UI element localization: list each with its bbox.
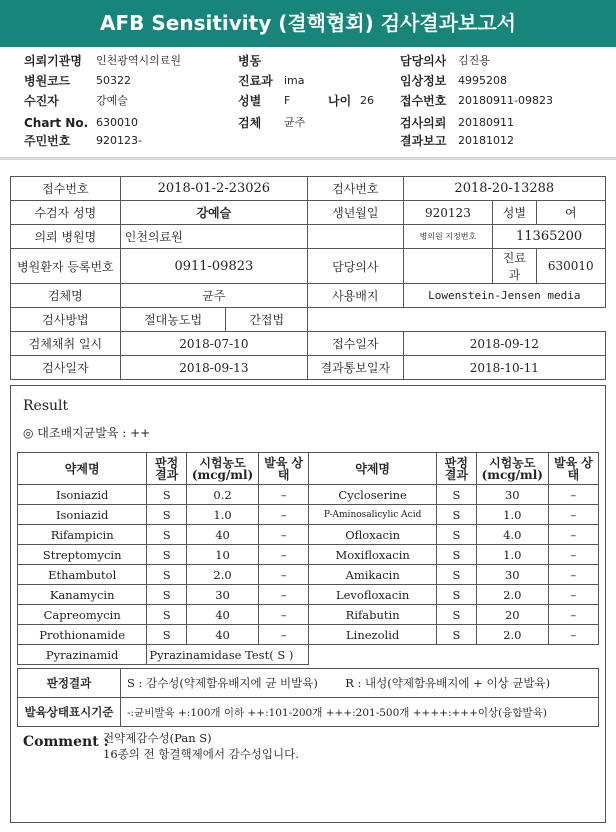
drug-name: Ofloxacin bbox=[309, 525, 437, 545]
concentration: 1.0 bbox=[476, 505, 548, 525]
dept-label: 진료과 bbox=[238, 74, 273, 88]
drug-name: P-Aminosalicylic Acid bbox=[309, 505, 437, 525]
drug-name: Isoniazid bbox=[18, 485, 147, 505]
drug-results-table bbox=[17, 452, 599, 665]
id-label: 주민번호 bbox=[24, 134, 71, 148]
drug-name: Linezolid bbox=[309, 625, 437, 645]
concentration: 1.0 bbox=[186, 505, 258, 525]
result-title: Result bbox=[23, 398, 69, 414]
code-value: 50322 bbox=[96, 74, 131, 87]
drug-name: Capreomycin bbox=[18, 605, 147, 625]
reg-no-value: 0911-09823 bbox=[120, 249, 307, 284]
patient-label: 수진자 bbox=[24, 94, 59, 108]
header-judge: 판정 결과 bbox=[437, 453, 477, 485]
chart-label: Chart No. bbox=[24, 116, 89, 130]
growth-status: – bbox=[548, 605, 598, 625]
table-row bbox=[18, 505, 599, 525]
growth-status: – bbox=[548, 525, 598, 545]
receive-date-value: 2018-09-12 bbox=[403, 332, 605, 356]
test-date-value: 2018-09-13 bbox=[120, 356, 307, 380]
growth-status: – bbox=[259, 485, 309, 505]
growth-status: – bbox=[259, 625, 309, 645]
comment-label: Comment : bbox=[23, 734, 109, 750]
method-value-2: 간접법 bbox=[226, 308, 308, 332]
receipt-label: 접수번호 bbox=[400, 94, 447, 108]
doctor-label: 담당의사 bbox=[307, 249, 403, 284]
pza-drug: Pyrazinamid bbox=[18, 645, 147, 665]
doctor-value: 김진용 bbox=[458, 54, 490, 67]
comment-line-2: 16종의 전 항결핵제에서 감수성입니다. bbox=[103, 747, 299, 761]
report-value: 20181012 bbox=[458, 134, 514, 147]
specimen-value: 균주 bbox=[284, 116, 306, 129]
specimen-label: 검체명 bbox=[11, 284, 121, 308]
sex-label: 성별 bbox=[493, 201, 536, 225]
legend-susceptible: S : 감수성(약제함유배지에 균 비발육) bbox=[127, 676, 318, 690]
specimen-value: 균주 bbox=[120, 284, 307, 308]
header-conc: 시험농도 (mcg/ml) bbox=[186, 453, 258, 485]
collect-date-value: 2018-07-10 bbox=[120, 332, 307, 356]
media-label: 사용배지 bbox=[307, 284, 403, 308]
table-row bbox=[18, 565, 599, 585]
judge-result: S bbox=[147, 485, 187, 505]
drug-name: Cycloserine bbox=[309, 485, 437, 505]
hospital-name-label: 의뢰 병원명 bbox=[11, 225, 121, 249]
receipt-value: 20180911-09823 bbox=[458, 94, 553, 107]
drug-name: Prothionamide bbox=[18, 625, 147, 645]
ward-label: 병동 bbox=[238, 54, 262, 68]
judge-result: S bbox=[147, 625, 187, 645]
hospital-code-value: 11365200 bbox=[493, 225, 606, 249]
legend-judge bbox=[121, 669, 599, 698]
growth-status: – bbox=[548, 545, 598, 565]
growth-status: – bbox=[259, 585, 309, 605]
concentration: 2.0 bbox=[476, 625, 548, 645]
table-row bbox=[18, 525, 599, 545]
request-value: 20180911 bbox=[458, 116, 514, 129]
judge-result: S bbox=[437, 605, 477, 625]
test-no-value: 2018-20-13288 bbox=[403, 177, 605, 201]
hospital-name-value: 인천의료원 bbox=[120, 225, 307, 249]
concentration: 0.2 bbox=[186, 485, 258, 505]
growth-status: – bbox=[548, 585, 598, 605]
chart-value: 630010 bbox=[96, 116, 138, 129]
table-row bbox=[18, 585, 599, 605]
method-value-1: 절대농도법 bbox=[120, 308, 226, 332]
table-row bbox=[18, 545, 599, 565]
header-growth: 발육 상태 bbox=[548, 453, 598, 485]
judge-result: S bbox=[437, 545, 477, 565]
concentration: 40 bbox=[186, 605, 258, 625]
concentration: 20 bbox=[476, 605, 548, 625]
legend-resistant: R : 내성(약제함유배지에 + 이상 균발육) bbox=[345, 676, 551, 690]
growth-status: – bbox=[548, 505, 598, 525]
control-growth: ◎ 대조배지균발육 : ++ bbox=[23, 426, 151, 440]
legend-growth: -:균비발육 +:100개 이하 ++:101-200개 +++:201-500개 ++++:+++이상(융합발육) bbox=[121, 698, 599, 727]
drug-name: Rifabutin bbox=[309, 605, 437, 625]
sex-label: 성별 bbox=[238, 94, 262, 108]
specimen-label: 검체 bbox=[238, 116, 262, 130]
dept-label: 진료과 bbox=[493, 249, 536, 284]
drug-name: Moxifloxacin bbox=[309, 545, 437, 565]
clinical-value: 4995208 bbox=[458, 74, 507, 87]
receipt-no-label: 접수번호 bbox=[11, 177, 121, 201]
header-drug: 약제명 bbox=[309, 453, 437, 485]
growth-status: – bbox=[548, 625, 598, 645]
concentration: 30 bbox=[476, 565, 548, 585]
patient-name-label: 수검자 성명 bbox=[11, 201, 121, 225]
header-growth: 발육 상태 bbox=[259, 453, 309, 485]
judge-result: S bbox=[437, 485, 477, 505]
judge-result: S bbox=[437, 525, 477, 545]
dept-value: 630010 bbox=[536, 249, 606, 284]
concentration: 2.0 bbox=[476, 585, 548, 605]
age-label: 나이 bbox=[328, 94, 352, 108]
test-date-label: 검사일자 bbox=[11, 356, 121, 380]
drug-name: Ethambutol bbox=[18, 565, 147, 585]
doctor-label: 담당의사 bbox=[400, 54, 447, 68]
table-header bbox=[18, 453, 599, 485]
test-no-label: 검사번호 bbox=[307, 177, 403, 201]
legend-judge-label: 판정결과 bbox=[18, 669, 121, 698]
growth-status: – bbox=[548, 485, 598, 505]
judge-result: S bbox=[437, 505, 477, 525]
comment-line-1: 전약제감수성(Pan S) bbox=[103, 731, 212, 745]
drug-name: Kanamycin bbox=[18, 585, 147, 605]
drug-name: Levofloxacin bbox=[309, 585, 437, 605]
drug-name: Isoniazid bbox=[18, 505, 147, 525]
hospital-value: 인천광역시의료원 bbox=[96, 54, 182, 67]
growth-status: – bbox=[259, 565, 309, 585]
judge-result: S bbox=[147, 565, 187, 585]
report-label: 결과보고 bbox=[400, 134, 447, 148]
concentration: 4.0 bbox=[476, 525, 548, 545]
dob-value: 920123 bbox=[403, 201, 493, 225]
notify-date-value: 2018-10-11 bbox=[403, 356, 605, 380]
concentration: 1.0 bbox=[476, 545, 548, 565]
table-row bbox=[18, 625, 599, 645]
header-conc: 시험농도 (mcg/ml) bbox=[476, 453, 548, 485]
reg-no-label: 병원환자 등록번호 bbox=[11, 249, 121, 284]
comment-text bbox=[103, 730, 299, 762]
dept-value: ima bbox=[284, 74, 305, 87]
dob-label: 생년월일 bbox=[307, 201, 403, 225]
scanned-report bbox=[0, 160, 616, 832]
clinical-label: 임상정보 bbox=[400, 74, 447, 88]
patient-info-panel bbox=[0, 47, 616, 157]
table-row bbox=[18, 485, 599, 505]
growth-status: – bbox=[259, 525, 309, 545]
hospital-label: 의뢰기관명 bbox=[24, 54, 82, 68]
request-label: 검사의뢰 bbox=[400, 116, 447, 130]
concentration: 40 bbox=[186, 625, 258, 645]
drug-name: Rifampicin bbox=[18, 525, 147, 545]
header-drug: 약제명 bbox=[18, 453, 147, 485]
drug-name: Amikacin bbox=[309, 565, 437, 585]
growth-status: – bbox=[259, 505, 309, 525]
pyrazinamid-row bbox=[18, 645, 599, 665]
pza-test: Pyrazinamidase Test( S ) bbox=[147, 645, 309, 665]
concentration: 10 bbox=[186, 545, 258, 565]
drug-name: Streptomycin bbox=[18, 545, 147, 565]
concentration: 2.0 bbox=[186, 565, 258, 585]
growth-status: – bbox=[259, 545, 309, 565]
judge-result: S bbox=[437, 585, 477, 605]
header-judge: 판정 결과 bbox=[147, 453, 187, 485]
growth-status: – bbox=[548, 565, 598, 585]
judge-result: S bbox=[147, 585, 187, 605]
sex-value: F bbox=[284, 94, 291, 107]
legend-table bbox=[17, 668, 599, 727]
sex-value: 여 bbox=[536, 201, 606, 225]
table-row bbox=[18, 605, 599, 625]
doctor-value bbox=[403, 249, 493, 284]
id-value: 920123- bbox=[96, 134, 142, 147]
concentration: 30 bbox=[476, 485, 548, 505]
hospital-code-label: 병의원 지정번호 bbox=[403, 225, 493, 249]
receive-date-label: 접수일자 bbox=[307, 332, 403, 356]
request-form-table bbox=[10, 176, 606, 380]
report-title: AFB Sensitivity (결핵협회) 검사결과보고서 bbox=[0, 0, 616, 47]
judge-result: S bbox=[147, 505, 187, 525]
judge-result: S bbox=[147, 605, 187, 625]
concentration: 30 bbox=[186, 585, 258, 605]
growth-status: – bbox=[259, 605, 309, 625]
judge-result: S bbox=[437, 565, 477, 585]
notify-date-label: 결과통보일자 bbox=[307, 356, 403, 380]
patient-name-value: 강예슬 bbox=[120, 201, 307, 225]
code-label: 병원코드 bbox=[24, 74, 71, 88]
legend-growth-label: 발육상태표시기준 bbox=[18, 698, 121, 727]
concentration: 40 bbox=[186, 525, 258, 545]
judge-result: S bbox=[147, 545, 187, 565]
media-value: Lowenstein-Jensen media bbox=[403, 284, 605, 308]
collect-date-label: 검체채취 일시 bbox=[11, 332, 121, 356]
judge-result: S bbox=[147, 525, 187, 545]
patient-value: 강예슬 bbox=[96, 94, 128, 107]
judge-result: S bbox=[437, 625, 477, 645]
method-label: 검사방법 bbox=[11, 308, 121, 332]
receipt-no-value: 2018-01-2-23026 bbox=[120, 177, 307, 201]
age-value: 26 bbox=[360, 94, 374, 107]
result-section bbox=[10, 385, 606, 823]
